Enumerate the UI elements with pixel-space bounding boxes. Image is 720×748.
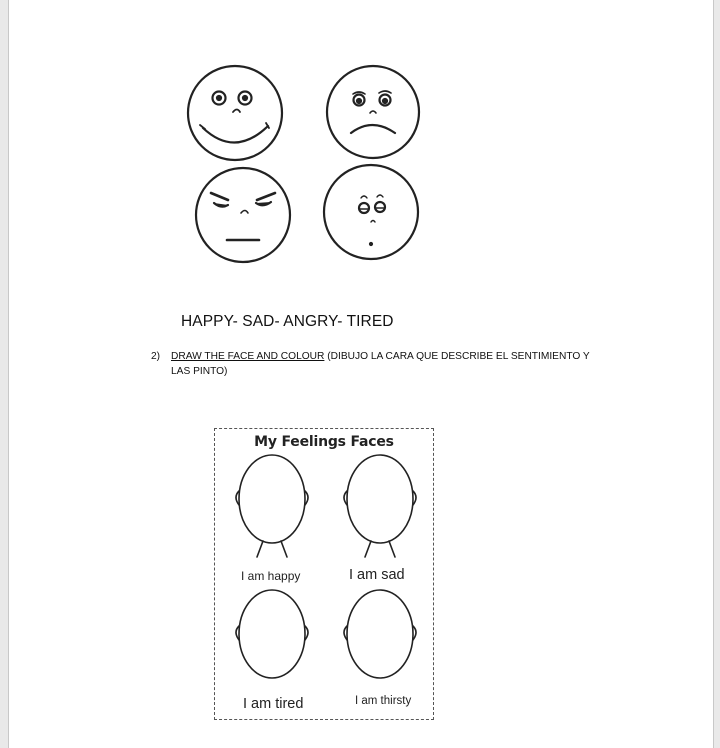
instruction-number: 2) bbox=[151, 351, 161, 362]
blank-head-icon bbox=[344, 455, 416, 557]
blank-head-icon bbox=[236, 590, 308, 678]
tired-face-icon bbox=[324, 165, 418, 259]
emotions-list: HAPPY- SAD- ANGRY- TIRED bbox=[181, 313, 394, 330]
worksheet-title: My Feelings Faces bbox=[254, 434, 394, 450]
instruction-translation-line2: LAS PINTO) bbox=[171, 366, 228, 377]
label-tired: I am tired bbox=[243, 696, 304, 712]
instruction-translation: (DIBUJO LA CARA QUE DESCRIBE EL SENTIMIENTO Y bbox=[324, 351, 590, 362]
blank-head-icon bbox=[344, 590, 416, 678]
blank-head-icon bbox=[236, 455, 308, 557]
angry-face-icon bbox=[196, 168, 290, 262]
label-sad: I am sad bbox=[349, 567, 405, 583]
instruction-title: DRAW THE FACE AND COLOUR bbox=[171, 351, 325, 362]
instruction-item bbox=[151, 349, 631, 379]
feelings-worksheet bbox=[214, 428, 434, 720]
document-page bbox=[8, 0, 714, 748]
label-happy: I am happy bbox=[241, 569, 301, 583]
label-thirsty: I am thirsty bbox=[355, 695, 412, 707]
happy-face-icon bbox=[188, 66, 282, 160]
sad-face-icon bbox=[327, 66, 419, 158]
